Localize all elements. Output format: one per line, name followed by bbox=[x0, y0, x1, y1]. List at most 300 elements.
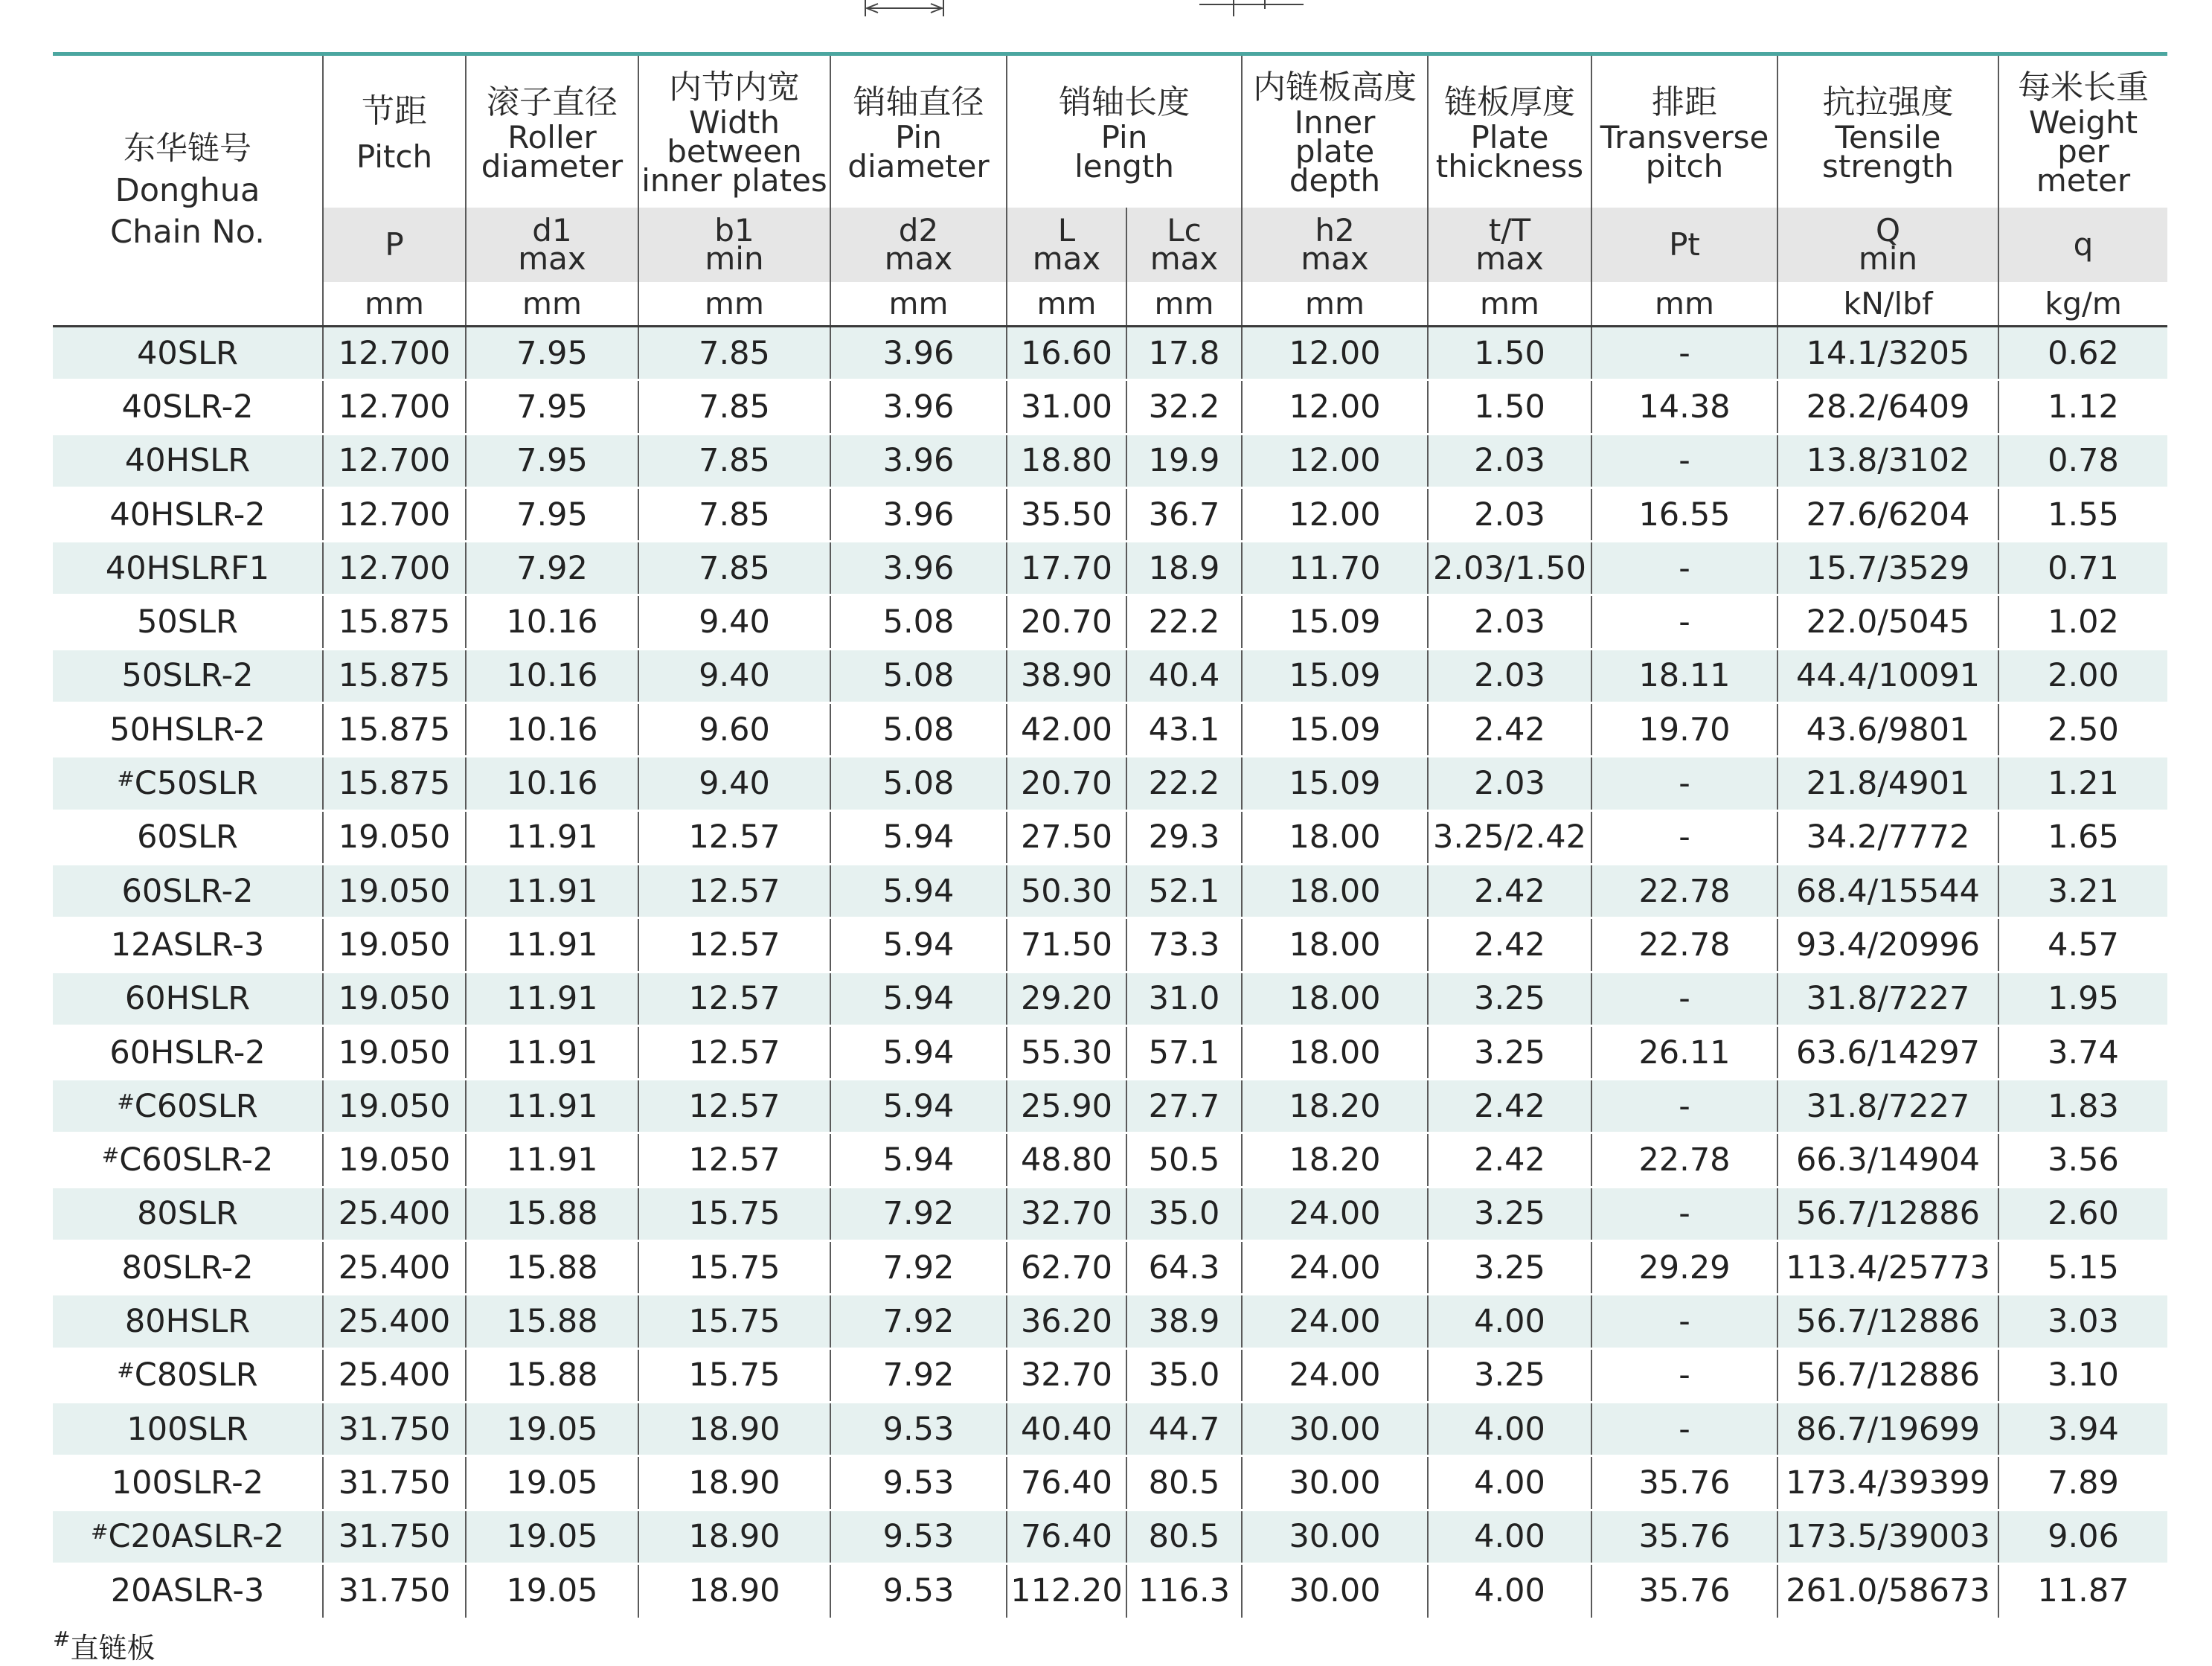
roller-diameter-cell: 19.05 bbox=[466, 1402, 638, 1455]
chain-no-text: 40HSLR-2 bbox=[109, 496, 266, 534]
chain-no-cell bbox=[53, 595, 323, 649]
roller-diameter-cell: 7.95 bbox=[466, 327, 638, 380]
weight-per-meter-cell: 9.06 bbox=[1998, 1510, 2167, 1563]
plate-height-cell: 30.00 bbox=[1242, 1402, 1428, 1455]
table-row bbox=[53, 1133, 2167, 1187]
pitch-header: 节距 Pitch bbox=[323, 54, 466, 208]
plate-height-cell: 15.09 bbox=[1242, 703, 1428, 757]
transverse-pitch-cell: 35.76 bbox=[1591, 1456, 1777, 1510]
plate-thickness-cell: 2.03 bbox=[1428, 757, 1591, 810]
roller-diameter-cell: 11.91 bbox=[466, 1080, 638, 1133]
table-row bbox=[53, 1080, 2167, 1133]
plate-height-symbol: h2 max bbox=[1242, 208, 1428, 282]
plate-thickness-cell: 4.00 bbox=[1428, 1402, 1591, 1455]
roller-diameter-cell: 11.91 bbox=[466, 1025, 638, 1079]
chain-no-text: C60SLR-2 bbox=[119, 1141, 274, 1179]
weight-per-meter-cell: 5.15 bbox=[1998, 1241, 2167, 1295]
pin-length-l-cell: 55.30 bbox=[1007, 1025, 1126, 1079]
pin-diameter-cell: 5.94 bbox=[830, 810, 1007, 864]
tensile-strength-cell: 56.7/12886 bbox=[1777, 1295, 1998, 1348]
pin-length-lc-cell: 31.0 bbox=[1126, 972, 1242, 1025]
tensile-strength-cell: 27.6/6204 bbox=[1777, 487, 1998, 541]
plate-height-cell: 30.00 bbox=[1242, 1456, 1428, 1510]
pin-diameter-cell: 5.94 bbox=[830, 1025, 1007, 1079]
transverse-pitch-cell: - bbox=[1591, 810, 1777, 864]
plate-height-cell: 15.09 bbox=[1242, 649, 1428, 702]
roller-diameter-cell: 7.95 bbox=[466, 380, 638, 434]
tensile-strength-cell: 31.8/7227 bbox=[1777, 972, 1998, 1025]
inner-width-cell: 18.90 bbox=[638, 1456, 830, 1510]
chain-no-text: C50SLR bbox=[134, 765, 258, 803]
chain-no-cell bbox=[53, 1080, 323, 1133]
pin-length-lc-cell: 32.2 bbox=[1126, 380, 1242, 434]
chain-no-header: 东华链号 Donghua Chain No. bbox=[53, 54, 323, 327]
pin-length-l-cell: 18.80 bbox=[1007, 434, 1126, 487]
tensile-strength-cell: 22.0/5045 bbox=[1777, 595, 1998, 649]
chain-no-cell bbox=[53, 649, 323, 702]
plate-thickness-cell: 3.25 bbox=[1428, 972, 1591, 1025]
pin-diameter-cell: 5.94 bbox=[830, 972, 1007, 1025]
weight-per-meter-cell: 3.56 bbox=[1998, 1133, 2167, 1187]
roller-diameter-cell: 11.91 bbox=[466, 864, 638, 917]
header-symbol-row bbox=[53, 208, 2167, 282]
weight-symbol: q bbox=[1998, 208, 2167, 282]
weight-per-meter-cell: 0.62 bbox=[1998, 327, 2167, 380]
header-unit-row bbox=[53, 282, 2167, 327]
pin-diameter-cell: 5.08 bbox=[830, 757, 1007, 810]
plate-height-cell: 18.20 bbox=[1242, 1133, 1428, 1187]
plate-thickness-cell: 2.03 bbox=[1428, 649, 1591, 702]
roller-diameter-cell: 11.91 bbox=[466, 810, 638, 864]
plate-thickness-header: 链板厚度 Plate thickness bbox=[1428, 54, 1591, 208]
tensile-strength-cell: 13.8/3102 bbox=[1777, 434, 1998, 487]
transverse-pitch-cell: 35.76 bbox=[1591, 1563, 1777, 1617]
plate-thickness-cell: 2.42 bbox=[1428, 1133, 1591, 1187]
plate-thickness-cell: 3.25 bbox=[1428, 1025, 1591, 1079]
transverse-pitch-cell: 29.29 bbox=[1591, 1241, 1777, 1295]
table-row bbox=[53, 327, 2167, 380]
tensile-strength-cell: 173.5/39003 bbox=[1777, 1510, 1998, 1563]
pin-length-l-cell: 38.90 bbox=[1007, 649, 1126, 702]
inner-width-cell: 15.75 bbox=[638, 1295, 830, 1348]
pin-diameter-cell: 3.96 bbox=[830, 380, 1007, 434]
roller-diameter-cell: 10.16 bbox=[466, 595, 638, 649]
plate-height-cell: 15.09 bbox=[1242, 757, 1428, 810]
pin-length-lc-cell: 27.7 bbox=[1126, 1080, 1242, 1133]
plate-thickness-cell: 1.50 bbox=[1428, 327, 1591, 380]
pitch-cell: 31.750 bbox=[323, 1402, 466, 1455]
pitch-cell: 15.875 bbox=[323, 757, 466, 810]
chain-no-cell bbox=[53, 703, 323, 757]
transverse-pitch-cell: - bbox=[1591, 1348, 1777, 1402]
table-row bbox=[53, 434, 2167, 487]
pin-length-l-cell: 48.80 bbox=[1007, 1133, 1126, 1187]
pitch-cell: 15.875 bbox=[323, 595, 466, 649]
plate-thickness-cell: 3.25 bbox=[1428, 1348, 1591, 1402]
chain-no-cell bbox=[53, 1402, 323, 1455]
transverse-pitch-cell: - bbox=[1591, 542, 1777, 595]
chain-no-text: 60HSLR bbox=[124, 980, 251, 1018]
pin-diameter-cell: 5.94 bbox=[830, 1080, 1007, 1133]
roller-diameter-cell: 10.16 bbox=[466, 703, 638, 757]
plate-thickness-cell: 3.25 bbox=[1428, 1187, 1591, 1240]
chain-spec-table bbox=[53, 52, 2167, 1618]
tensile-strength-cell: 28.2/6409 bbox=[1777, 380, 1998, 434]
chain-no-cell bbox=[53, 487, 323, 541]
weight-per-meter-cell: 1.21 bbox=[1998, 757, 2167, 810]
pin-diameter-cell: 7.92 bbox=[830, 1348, 1007, 1402]
straight-plate-mark: # bbox=[117, 1089, 135, 1114]
pin-diameter-cell: 7.92 bbox=[830, 1295, 1007, 1348]
pin-length-lc-cell: 19.9 bbox=[1126, 434, 1242, 487]
pitch-symbol: P bbox=[323, 208, 466, 282]
plate-height-cell: 12.00 bbox=[1242, 327, 1428, 380]
roller-diameter-cell: 7.95 bbox=[466, 434, 638, 487]
inner-width-cell: 7.85 bbox=[638, 434, 830, 487]
weight-per-meter-cell: 3.03 bbox=[1998, 1295, 2167, 1348]
plate-height-cell: 24.00 bbox=[1242, 1348, 1428, 1402]
table-row bbox=[53, 1563, 2167, 1617]
pin-length-lc-cell: 80.5 bbox=[1126, 1510, 1242, 1563]
weight-per-meter-cell: 1.83 bbox=[1998, 1080, 2167, 1133]
table-row bbox=[53, 1187, 2167, 1240]
pin-length-l-cell: 35.50 bbox=[1007, 487, 1126, 541]
pin-length-lc-cell: 73.3 bbox=[1126, 918, 1242, 972]
chain-no-cell bbox=[53, 1510, 323, 1563]
tensile-strength-cell: 31.8/7227 bbox=[1777, 1080, 1998, 1133]
transverse-pitch-cell: 14.38 bbox=[1591, 380, 1777, 434]
plate-thickness-cell: 2.03 bbox=[1428, 595, 1591, 649]
transverse-pitch-cell: - bbox=[1591, 1187, 1777, 1240]
chain-no-text: C80SLR bbox=[134, 1356, 258, 1394]
pin-length-l-cell: 71.50 bbox=[1007, 918, 1126, 972]
inner-width-cell: 15.75 bbox=[638, 1348, 830, 1402]
transverse-pitch-cell: - bbox=[1591, 327, 1777, 380]
pitch-cell: 31.750 bbox=[323, 1510, 466, 1563]
inner-width-cell: 18.90 bbox=[638, 1510, 830, 1563]
tensile-strength-cell: 93.4/20996 bbox=[1777, 918, 1998, 972]
transverse-unit: mm bbox=[1591, 282, 1777, 327]
pin-length-lc-cell: 18.9 bbox=[1126, 542, 1242, 595]
table-row bbox=[53, 1295, 2167, 1348]
pitch-cell: 19.050 bbox=[323, 810, 466, 864]
roller-diameter-cell: 15.88 bbox=[466, 1241, 638, 1295]
chain-no-text: 20ASLR-3 bbox=[110, 1572, 265, 1610]
plate-thickness-cell: 3.25/2.42 bbox=[1428, 810, 1591, 864]
pin-length-lc-cell: 80.5 bbox=[1126, 1456, 1242, 1510]
chain-no-text: 100SLR-2 bbox=[111, 1464, 264, 1502]
plate-thickness-cell: 4.00 bbox=[1428, 1295, 1591, 1348]
weight-per-meter-cell: 0.78 bbox=[1998, 434, 2167, 487]
chain-no-text: 50SLR-2 bbox=[121, 657, 254, 695]
table-row bbox=[53, 810, 2167, 864]
pin-length-l-symbol: L max bbox=[1007, 208, 1126, 282]
tensile-strength-cell: 63.6/14297 bbox=[1777, 1025, 1998, 1079]
pin-diameter-header: 销轴直径 Pin diameter bbox=[830, 54, 1007, 208]
weight-per-meter-cell: 1.02 bbox=[1998, 595, 2167, 649]
pin-length-lc-cell: 22.2 bbox=[1126, 757, 1242, 810]
plate-thickness-symbol: t/T max bbox=[1428, 208, 1591, 282]
table-row bbox=[53, 918, 2167, 972]
plate-height-header: 内链板高度 Inner plate depth bbox=[1242, 54, 1428, 208]
pin-length-lc-cell: 17.8 bbox=[1126, 327, 1242, 380]
inner-width-cell: 12.57 bbox=[638, 1080, 830, 1133]
chain-no-cell bbox=[53, 1241, 323, 1295]
tensile-unit: kN/lbf bbox=[1777, 282, 1998, 327]
chain-no-text: 40HSLR bbox=[124, 442, 251, 480]
pin-length-l-cell: 112.20 bbox=[1007, 1563, 1126, 1617]
transverse-symbol: Pt bbox=[1591, 208, 1777, 282]
transverse-pitch-cell: - bbox=[1591, 434, 1777, 487]
drawing-fragment bbox=[0, 0, 2212, 22]
plate-height-cell: 11.70 bbox=[1242, 542, 1428, 595]
pin-diameter-cell: 3.96 bbox=[830, 434, 1007, 487]
width-unit: mm bbox=[638, 282, 830, 327]
chain-no-text: C20ASLR-2 bbox=[108, 1518, 284, 1556]
roller-diameter-cell: 11.91 bbox=[466, 972, 638, 1025]
chain-no-cell bbox=[53, 1025, 323, 1079]
pitch-cell: 31.750 bbox=[323, 1456, 466, 1510]
chain-no-cell bbox=[53, 810, 323, 864]
width-symbol: b1 min bbox=[638, 208, 830, 282]
pin-length-l-cell: 42.00 bbox=[1007, 703, 1126, 757]
pin-diameter-cell: 9.53 bbox=[830, 1563, 1007, 1617]
plate-thickness-cell: 3.25 bbox=[1428, 1241, 1591, 1295]
inner-width-cell: 12.57 bbox=[638, 1025, 830, 1079]
roller-diameter-cell: 19.05 bbox=[466, 1563, 638, 1617]
footnote-text: 直链板 bbox=[70, 1632, 156, 1665]
pitch-cell: 12.700 bbox=[323, 434, 466, 487]
plate-thickness-cell: 4.00 bbox=[1428, 1510, 1591, 1563]
chain-no-cell bbox=[53, 1295, 323, 1348]
table-row bbox=[53, 972, 2167, 1025]
pitch-cell: 15.875 bbox=[323, 703, 466, 757]
chain-no-cell bbox=[53, 918, 323, 972]
pin-length-lc-cell: 35.0 bbox=[1126, 1348, 1242, 1402]
pin-diameter-symbol: d2 max bbox=[830, 208, 1007, 282]
inner-width-cell: 7.85 bbox=[638, 380, 830, 434]
inner-width-cell: 12.57 bbox=[638, 810, 830, 864]
pitch-cell: 12.700 bbox=[323, 542, 466, 595]
pin-length-l-cell: 50.30 bbox=[1007, 864, 1126, 917]
roller-diameter-cell: 19.05 bbox=[466, 1456, 638, 1510]
plate-thickness-unit: mm bbox=[1428, 282, 1591, 327]
roller-diameter-cell: 10.16 bbox=[466, 649, 638, 702]
roller-diameter-cell: 11.91 bbox=[466, 1133, 638, 1187]
plate-height-cell: 18.00 bbox=[1242, 918, 1428, 972]
weight-per-meter-cell: 0.71 bbox=[1998, 542, 2167, 595]
roller-diameter-cell: 15.88 bbox=[466, 1295, 638, 1348]
plate-height-cell: 24.00 bbox=[1242, 1187, 1428, 1240]
weight-per-meter-cell: 3.21 bbox=[1998, 864, 2167, 917]
pitch-cell: 25.400 bbox=[323, 1241, 466, 1295]
plate-height-cell: 15.09 bbox=[1242, 595, 1428, 649]
pin-length-l-cell: 36.20 bbox=[1007, 1295, 1126, 1348]
pitch-cell: 15.875 bbox=[323, 649, 466, 702]
inner-width-cell: 18.90 bbox=[638, 1402, 830, 1455]
pin-diameter-cell: 7.92 bbox=[830, 1187, 1007, 1240]
chain-no-text: 50HSLR-2 bbox=[109, 711, 266, 749]
pin-length-lc-unit: mm bbox=[1126, 282, 1242, 327]
chain-no-cell bbox=[53, 1563, 323, 1617]
pin-diameter-cell: 3.96 bbox=[830, 487, 1007, 541]
pitch-cell: 31.750 bbox=[323, 1563, 466, 1617]
transverse-pitch-cell: 18.11 bbox=[1591, 649, 1777, 702]
pitch-unit: mm bbox=[323, 282, 466, 327]
chain-no-text: 50SLR bbox=[137, 603, 238, 641]
chain-no-text: 80SLR bbox=[137, 1195, 238, 1233]
pin-length-lc-cell: 52.1 bbox=[1126, 864, 1242, 917]
weight-per-meter-cell: 2.60 bbox=[1998, 1187, 2167, 1240]
weight-per-meter-cell: 1.12 bbox=[1998, 380, 2167, 434]
weight-unit: kg/m bbox=[1998, 282, 2167, 327]
table-row bbox=[53, 1456, 2167, 1510]
pitch-cell: 25.400 bbox=[323, 1187, 466, 1240]
tensile-strength-cell: 173.4/39399 bbox=[1777, 1456, 1998, 1510]
pitch-cell: 25.400 bbox=[323, 1295, 466, 1348]
pitch-cell: 19.050 bbox=[323, 1080, 466, 1133]
chain-no-cell bbox=[53, 1133, 323, 1187]
weight-per-meter-cell: 11.87 bbox=[1998, 1563, 2167, 1617]
pin-length-l-cell: 17.70 bbox=[1007, 542, 1126, 595]
pin-length-lc-cell: 22.2 bbox=[1126, 595, 1242, 649]
transverse-pitch-cell: 16.55 bbox=[1591, 487, 1777, 541]
tensile-strength-cell: 56.7/12886 bbox=[1777, 1348, 1998, 1402]
pin-length-l-cell: 76.40 bbox=[1007, 1510, 1126, 1563]
chain-no-text: 60SLR-2 bbox=[121, 872, 254, 910]
straight-plate-mark: # bbox=[117, 766, 135, 792]
transverse-pitch-cell: - bbox=[1591, 972, 1777, 1025]
chain-no-text: 80HSLR bbox=[124, 1302, 251, 1340]
roller-diameter-cell: 15.88 bbox=[466, 1187, 638, 1240]
inner-width-cell: 12.57 bbox=[638, 918, 830, 972]
inner-width-cell: 15.75 bbox=[638, 1241, 830, 1295]
table-row bbox=[53, 1241, 2167, 1295]
pin-length-lc-cell: 64.3 bbox=[1126, 1241, 1242, 1295]
inner-width-cell: 7.85 bbox=[638, 327, 830, 380]
transverse-pitch-cell: 22.78 bbox=[1591, 918, 1777, 972]
roller-diameter-cell: 11.91 bbox=[466, 918, 638, 972]
pin-diameter-cell: 5.94 bbox=[830, 918, 1007, 972]
plate-thickness-cell: 2.42 bbox=[1428, 703, 1591, 757]
table-row bbox=[53, 380, 2167, 434]
pin-length-l-cell: 40.40 bbox=[1007, 1402, 1126, 1455]
chain-no-text: 80SLR-2 bbox=[121, 1249, 254, 1287]
plate-thickness-cell: 4.00 bbox=[1428, 1456, 1591, 1510]
plate-thickness-cell: 2.42 bbox=[1428, 918, 1591, 972]
weight-per-meter-cell: 3.94 bbox=[1998, 1402, 2167, 1455]
straight-plate-mark: # bbox=[101, 1143, 120, 1168]
plate-thickness-cell: 2.42 bbox=[1428, 864, 1591, 917]
plate-height-cell: 18.00 bbox=[1242, 972, 1428, 1025]
inner-width-header: 内节内宽 Width between inner plates bbox=[638, 54, 830, 208]
weight-per-meter-cell: 2.00 bbox=[1998, 649, 2167, 702]
roller-unit: mm bbox=[466, 282, 638, 327]
chain-no-cell bbox=[53, 1348, 323, 1402]
pin-diameter-cell: 9.53 bbox=[830, 1456, 1007, 1510]
pin-length-lc-cell: 36.7 bbox=[1126, 487, 1242, 541]
transverse-pitch-cell: 19.70 bbox=[1591, 703, 1777, 757]
plate-thickness-cell: 2.03 bbox=[1428, 487, 1591, 541]
plate-thickness-cell: 2.42 bbox=[1428, 1080, 1591, 1133]
inner-width-cell: 15.75 bbox=[638, 1187, 830, 1240]
weight-per-meter-cell: 1.55 bbox=[1998, 487, 2167, 541]
pin-length-lc-cell: 40.4 bbox=[1126, 649, 1242, 702]
table-body bbox=[53, 327, 2167, 1618]
inner-width-cell: 12.57 bbox=[638, 972, 830, 1025]
pitch-cell: 12.700 bbox=[323, 487, 466, 541]
pin-length-l-cell: 27.50 bbox=[1007, 810, 1126, 864]
plate-height-cell: 24.00 bbox=[1242, 1295, 1428, 1348]
plate-thickness-cell: 1.50 bbox=[1428, 380, 1591, 434]
chain-no-text: 60SLR bbox=[137, 818, 238, 856]
chain-no-cell bbox=[53, 434, 323, 487]
chain-no-cell bbox=[53, 542, 323, 595]
tensile-strength-cell: 34.2/7772 bbox=[1777, 810, 1998, 864]
pin-length-header: 销轴长度 Pin length bbox=[1007, 54, 1242, 208]
table-row bbox=[53, 649, 2167, 702]
pin-length-l-cell: 32.70 bbox=[1007, 1187, 1126, 1240]
weight-per-meter-cell: 3.10 bbox=[1998, 1348, 2167, 1402]
pin-diameter-cell: 5.08 bbox=[830, 595, 1007, 649]
inner-width-cell: 9.40 bbox=[638, 757, 830, 810]
chain-no-cell bbox=[53, 757, 323, 810]
weight-per-meter-cell: 2.50 bbox=[1998, 703, 2167, 757]
pin-length-lc-cell: 43.1 bbox=[1126, 703, 1242, 757]
table-row bbox=[53, 1402, 2167, 1455]
pin-diameter-unit: mm bbox=[830, 282, 1007, 327]
chain-no-cell bbox=[53, 380, 323, 434]
pin-length-l-cell: 62.70 bbox=[1007, 1241, 1126, 1295]
roller-diameter-header: 滚子直径 Roller diameter bbox=[466, 54, 638, 208]
tensile-strength-cell: 68.4/15544 bbox=[1777, 864, 1998, 917]
pin-diameter-cell: 5.08 bbox=[830, 649, 1007, 702]
transverse-pitch-header: 排距 Transverse pitch bbox=[1591, 54, 1777, 208]
roller-symbol: d1 max bbox=[466, 208, 638, 282]
chain-no-cell bbox=[53, 327, 323, 380]
pin-length-l-cell: 29.20 bbox=[1007, 972, 1126, 1025]
transverse-pitch-cell: 22.78 bbox=[1591, 1133, 1777, 1187]
plate-height-cell: 18.00 bbox=[1242, 810, 1428, 864]
tensile-strength-header: 抗拉强度 Tensile strength bbox=[1777, 54, 1998, 208]
plate-height-cell: 18.20 bbox=[1242, 1080, 1428, 1133]
transverse-pitch-cell: 22.78 bbox=[1591, 864, 1777, 917]
pin-diameter-cell: 9.53 bbox=[830, 1510, 1007, 1563]
weight-per-meter-cell: 1.95 bbox=[1998, 972, 2167, 1025]
pitch-cell: 19.050 bbox=[323, 1133, 466, 1187]
roller-diameter-cell: 19.05 bbox=[466, 1510, 638, 1563]
straight-plate-mark: # bbox=[117, 1358, 135, 1383]
roller-diameter-cell: 7.95 bbox=[466, 487, 638, 541]
tensile-strength-cell: 261.0/58673 bbox=[1777, 1563, 1998, 1617]
weight-per-meter-cell: 4.57 bbox=[1998, 918, 2167, 972]
tensile-strength-cell: 56.7/12886 bbox=[1777, 1187, 1998, 1240]
chain-no-cell bbox=[53, 864, 323, 917]
tensile-strength-cell: 113.4/25773 bbox=[1777, 1241, 1998, 1295]
plate-height-cell: 12.00 bbox=[1242, 380, 1428, 434]
pin-length-l-cell: 32.70 bbox=[1007, 1348, 1126, 1402]
tensile-symbol: Q min bbox=[1777, 208, 1998, 282]
transverse-pitch-cell: - bbox=[1591, 595, 1777, 649]
chain-no-text: 12ASLR-3 bbox=[110, 926, 265, 964]
pin-length-l-unit: mm bbox=[1007, 282, 1126, 327]
inner-width-cell: 9.40 bbox=[638, 595, 830, 649]
weight-per-meter-cell: 1.65 bbox=[1998, 810, 2167, 864]
inner-width-cell: 9.40 bbox=[638, 649, 830, 702]
table-row bbox=[53, 757, 2167, 810]
tensile-strength-cell: 44.4/10091 bbox=[1777, 649, 1998, 702]
pitch-cell: 19.050 bbox=[323, 918, 466, 972]
